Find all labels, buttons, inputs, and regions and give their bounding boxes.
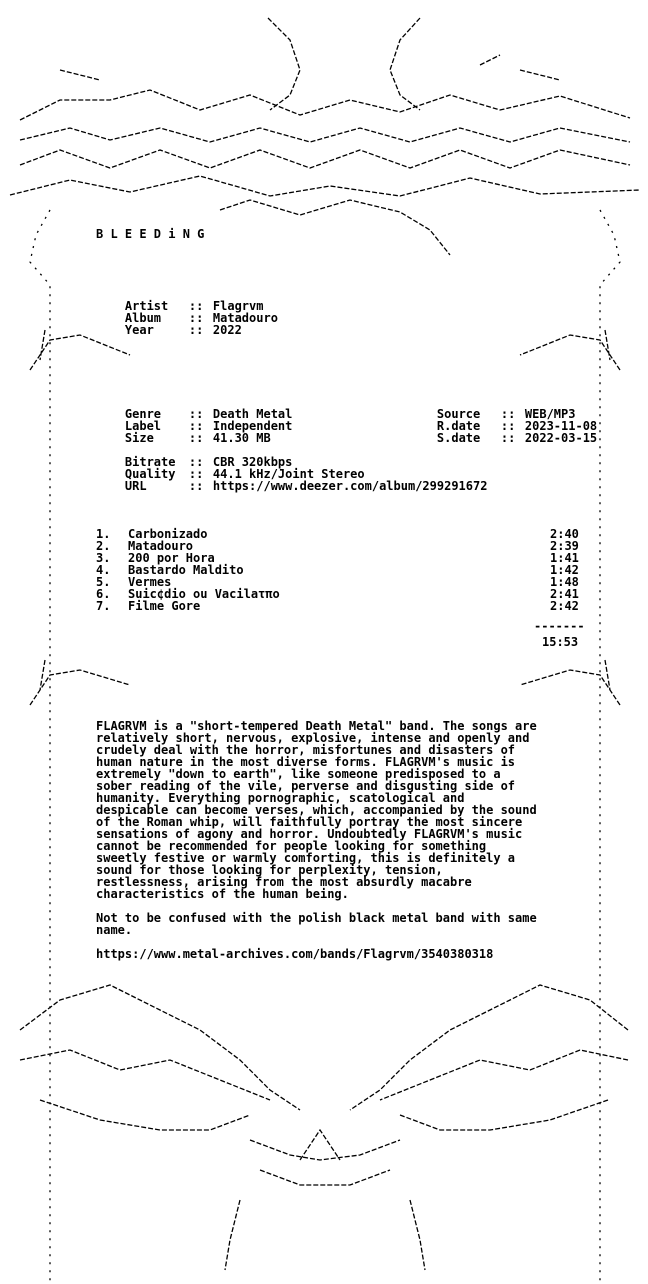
track-number: 7. (96, 599, 111, 613)
separator: :: (500, 407, 516, 421)
artist-value: Flagrvm (212, 299, 264, 313)
track-number: 1. (96, 527, 111, 541)
separator: :: (188, 419, 204, 433)
size-label: Size (124, 431, 154, 445)
artist-row (96, 288, 264, 313)
track-title: Vermes (128, 575, 172, 589)
genre-row (96, 396, 293, 421)
separator: :: (188, 455, 204, 469)
url-row (96, 468, 488, 493)
description-line: FLAGRVM is a "short-tempered Death Metal" band. The songs are (96, 719, 537, 733)
description-note (96, 912, 588, 936)
year-label: Year (124, 323, 154, 337)
track-number: 4. (96, 563, 111, 577)
list-item (0, 516, 648, 541)
track-title: 200 por Hora (128, 551, 215, 565)
bottom-art-stroke (300, 1130, 340, 1160)
list-item (0, 528, 648, 553)
page-title: B L E E D i N G (96, 227, 205, 241)
track-number: 6. (96, 587, 111, 601)
track-time: 2:42 (550, 599, 579, 613)
track-time: 2:40 (550, 527, 579, 541)
bitrate-label: Bitrate (124, 455, 176, 469)
bottom-art-stroke (225, 1200, 425, 1270)
album-value: Matadouro (212, 311, 278, 325)
list-item (0, 564, 648, 589)
logo-stroke (60, 55, 560, 80)
source-value: WEB/MP3 (524, 407, 576, 421)
corner-ornament (520, 330, 620, 370)
track-time: 1:41 (550, 551, 579, 565)
logo-stroke (20, 150, 630, 168)
description-line: sweetly festive or warmly comforting, this is definitely a (96, 851, 516, 865)
track-title: Bastardo Maldito (128, 563, 244, 577)
genre-label: Genre (124, 407, 162, 421)
bitrate-row (96, 444, 293, 469)
rdate-value: 2023-11-08 (524, 419, 598, 433)
description-line: humanity. Everything pornographic, scatological and (96, 791, 465, 805)
description-line: sound for those looking for perplexity, tension, (96, 863, 443, 877)
bottom-art-stroke (20, 1050, 270, 1100)
bitrate-value: CBR 320kbps (212, 455, 293, 469)
description-line: crudely deal with the horror, misfortunes and disasters of (96, 743, 516, 757)
label-row (96, 408, 293, 433)
description-line: extremely "down to earth", like someone predisposed to a (96, 767, 501, 781)
description-line: human nature in the most diverse forms. FLAGRVM's music is (96, 755, 516, 769)
rdate-label: R.date (436, 419, 481, 433)
quality-row (96, 456, 365, 481)
description-line: cannot be recommended for people looking for something (96, 839, 487, 853)
quality-value: 44.1 kHz/Joint Stereo (212, 467, 365, 481)
bottom-art-stroke (250, 1140, 400, 1160)
separator: :: (188, 299, 204, 313)
track-title: Matadouro (128, 539, 194, 553)
total-time: 15:53 (542, 635, 579, 649)
track-title: Carbonizado (128, 527, 208, 541)
description-line: characteristics of the human being. (96, 887, 349, 901)
label-value: Independent (212, 419, 293, 433)
separator: :: (188, 311, 204, 325)
list-item (0, 540, 648, 565)
frame-right-border (600, 210, 620, 1284)
description-line: sensations of agony and horror. Undoubtedly FLAGRVM's music (96, 827, 523, 841)
metal-archives-link[interactable]: https://www.metal-archives.com/bands/Flagrvm/3540380318 (96, 947, 494, 961)
frame-left-border (30, 210, 50, 1284)
url-link[interactable]: https://www.deezer.com/album/299291672 (212, 479, 488, 493)
track-title: Filme Gore (128, 599, 201, 613)
logo-stroke (220, 200, 450, 255)
size-row (96, 420, 271, 445)
separator: :: (188, 431, 204, 445)
bottom-art-stroke (20, 985, 300, 1110)
corner-ornament (30, 660, 130, 705)
total-rule: ------- (534, 619, 585, 633)
source-label: Source (436, 407, 481, 421)
rdate-row (408, 408, 598, 433)
description-line: sober reading of the vile, perverse and disgusting side of (96, 779, 516, 793)
separator: :: (188, 467, 204, 481)
separator: :: (188, 323, 204, 337)
sdate-value: 2022-03-15 (524, 431, 598, 445)
artist-label: Artist (124, 299, 169, 313)
list-item (0, 552, 648, 577)
logo-stroke (20, 128, 630, 142)
logo-stroke (10, 176, 640, 196)
description-line: of the Roman whip, will faithfully portray the most sincere (96, 815, 523, 829)
url-label: URL (124, 479, 147, 493)
year-value: 2022 (212, 323, 242, 337)
year-row (96, 312, 242, 337)
track-title: Suic¢dio ou Vacilaτπo (128, 587, 280, 601)
note-line: name. (96, 923, 133, 937)
track-number: 3. (96, 551, 111, 565)
description (96, 720, 588, 900)
description-line: relatively short, nervous, explosive, intense and openly and (96, 731, 530, 745)
bottom-art-stroke (350, 985, 628, 1110)
source-row (408, 396, 576, 421)
note-line: Not to be confused with the polish black metal band with same (96, 911, 537, 925)
track-time: 1:42 (550, 563, 579, 577)
track-number: 5. (96, 575, 111, 589)
separator: :: (500, 431, 516, 445)
separator: :: (500, 419, 516, 433)
description-line: restlessness, arising from the most absurdly macabre (96, 875, 472, 889)
description-line: despicable can become verses, which, accompanied by the sound (96, 803, 537, 817)
label-label: Label (124, 419, 162, 433)
bottom-art-stroke (40, 1100, 608, 1130)
list-item (0, 588, 648, 613)
track-time: 2:39 (550, 539, 579, 553)
corner-ornament (520, 660, 620, 705)
list-item (0, 576, 648, 601)
size-value: 41.30 MB (212, 431, 271, 445)
sdate-row (408, 420, 598, 445)
track-time: 1:48 (550, 575, 579, 589)
track-time: 2:41 (550, 587, 579, 601)
album-label: Album (124, 311, 162, 325)
separator: :: (188, 407, 204, 421)
bottom-art-stroke (380, 1050, 628, 1100)
track-number: 2. (96, 539, 111, 553)
genre-value: Death Metal (212, 407, 293, 421)
album-row (96, 300, 278, 325)
logo-stroke (20, 90, 630, 120)
sdate-label: S.date (436, 431, 481, 445)
quality-label: Quality (124, 467, 176, 481)
separator: :: (188, 479, 204, 493)
bottom-art-stroke (260, 1170, 390, 1185)
logo-stroke (268, 18, 420, 110)
